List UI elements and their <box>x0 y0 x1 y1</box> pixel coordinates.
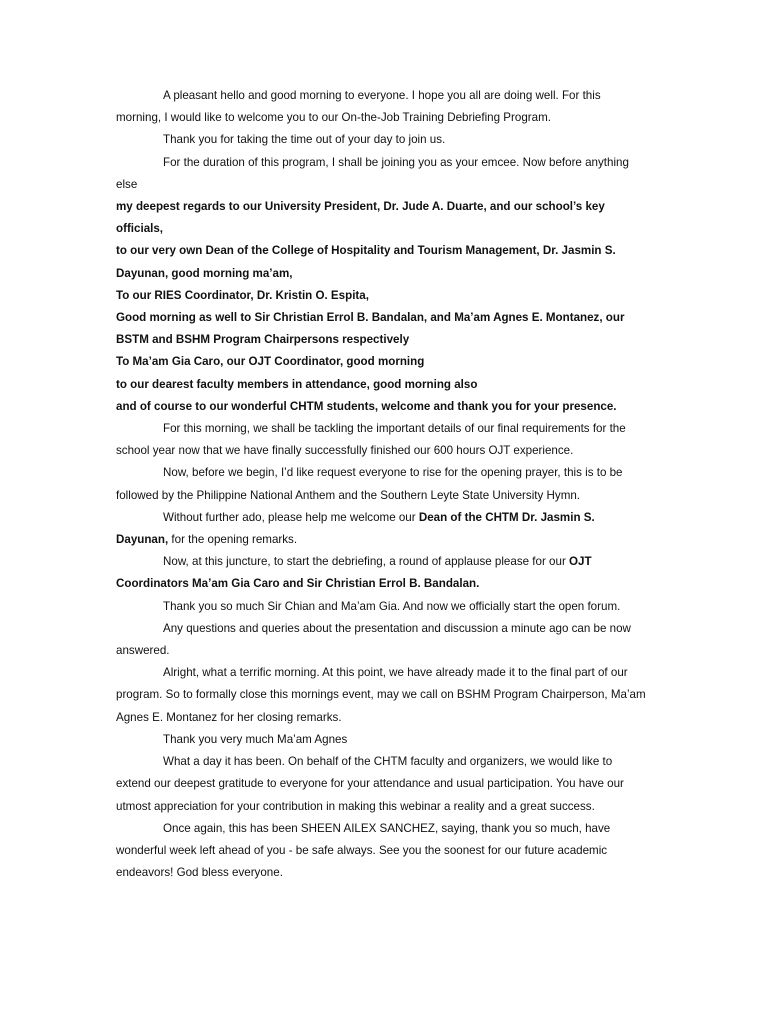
bold-text: To our RIES Coordinator, Dr. Kristin O. Espita, <box>116 288 369 302</box>
paragraph <box>116 129 646 151</box>
paragraph <box>116 662 646 729</box>
bold-text: Good morning as well to Sir Christian Errol B. Bandalan, and Ma’am Agnes E. Montanez, our BSTM and BSHM Program Chairpersons respectively <box>116 311 625 347</box>
text-run: What a day it has been. On behalf of the CHTM faculty and organizers, we would like to extend our deepest gratitude to everyone for your attendance and usual participation. You have our utmost appreciation for your contribution in making this webinar a reality and a great success. <box>116 755 624 813</box>
paragraph <box>116 729 646 751</box>
text-run: for the opening remarks. <box>168 533 298 547</box>
paragraph <box>116 85 646 129</box>
text-run: Alright, what a terrific morning. At this point, we have already made it to the final part of our program. So to formally close this mornings event, may we call on BSHM Program Chairperson, Ma’am Agnes E. Montanez for her closing remarks. <box>116 666 646 724</box>
paragraph <box>116 751 646 818</box>
paragraph <box>116 307 646 351</box>
text-run: Thank you for taking the time out of your day to join us. <box>163 133 446 147</box>
paragraph <box>116 152 646 196</box>
paragraph <box>116 618 646 662</box>
paragraph <box>116 196 646 240</box>
bold-text: OJT Coordinators Ma’am Gia Caro and Sir Christian Errol B. Bandalan. <box>116 555 592 591</box>
paragraph <box>116 351 646 373</box>
text-run: Thank you so much Sir Chian and Ma’am Gia. And now we officially start the open forum. <box>163 599 621 613</box>
bold-text: To Ma’am Gia Caro, our OJT Coordinator, good morning <box>116 355 425 369</box>
paragraph <box>116 396 646 418</box>
paragraph <box>116 418 646 462</box>
text-run: Once again, this has been SHEEN AILEX SANCHEZ, saying, thank you so much, have wonderful week left ahead of you - be safe always. See you the soonest for our future academic endeavors! God bless everyone. <box>116 821 611 880</box>
text-run: Any questions and queries about the presentation and discussion a minute ago can be now answered. <box>116 621 631 658</box>
text-run: Thank you very much Ma’am Agnes <box>163 732 348 746</box>
document-body <box>116 85 646 884</box>
paragraph <box>116 462 646 506</box>
text-run: A pleasant hello and good morning to everyone. I hope you all are doing well. For this morning, I would like to welcome you to our On-the-Job Training Debriefing Program. <box>116 89 601 125</box>
text-run: For this morning, we shall be tackling the important details of our final requirements for the school year now that we have finally successfully finished our 600 hours OJT experience. <box>116 422 626 458</box>
text-run: Now, at this juncture, to start the debriefing, a round of applause please for our <box>163 555 570 569</box>
bold-text: and of course to our wonderful CHTM students, welcome and thank you for your presence. <box>116 399 617 413</box>
text-run: For the duration of this program, I shall be joining you as your emcee. Now before anything else <box>116 155 629 191</box>
text-run: Without further ado, please help me welcome our <box>163 510 419 524</box>
paragraph <box>116 596 646 618</box>
paragraph <box>116 285 646 307</box>
text-run: Now, before we begin, I’d like request everyone to rise for the opening prayer, this is to be followed by the Philippine National Anthem and the Southern Leyte State University Hymn. <box>116 466 623 502</box>
bold-text: my deepest regards to our University President, Dr. Jude A. Duarte, and our school’s key officials, <box>116 200 605 236</box>
bold-text: to our dearest faculty members in attendance, good morning also <box>116 377 478 391</box>
bold-text: Dean of the CHTM Dr. Jasmin S. Dayunan, <box>116 510 595 547</box>
paragraph <box>116 818 646 885</box>
paragraph <box>116 551 646 595</box>
paragraph <box>116 507 646 551</box>
paragraph <box>116 240 646 284</box>
bold-text: to our very own Dean of the College of Hospitality and Tourism Management, Dr. Jasmin S. Dayunan, good morning ma’am, <box>116 244 616 280</box>
paragraph <box>116 374 646 396</box>
